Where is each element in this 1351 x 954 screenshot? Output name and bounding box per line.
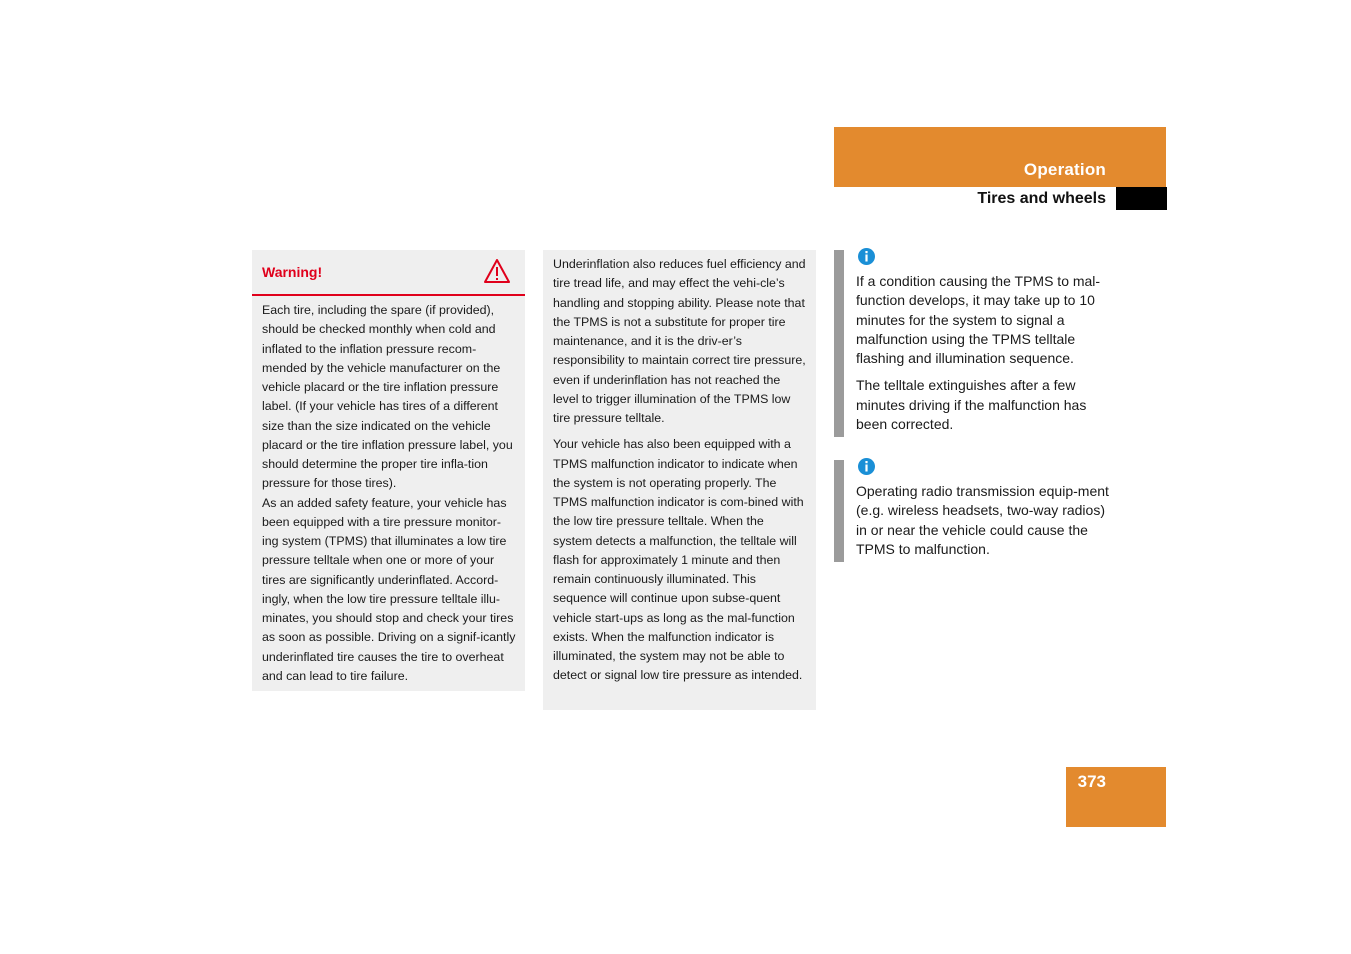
warning-box xyxy=(252,250,525,691)
info-paragraph: Your vehicle has also been equipped with a TPMS malfunction indicator to indicate when the system is not operating properly. The TPMS malfunction indicator is com-bined with the low tire pressure telltale. When the system detects a malfunction, the telltale will flash for approximately 1 minute and then remain continuously illuminated. This sequence will continue upon subse-quent vehicle start-ups as long as the mal-function exists. When the malfunction indicator is illuminated, the system may not be able to detect or signal low tire pressure as intended. xyxy=(553,437,804,683)
info-note xyxy=(834,250,1124,437)
warning-triangle-icon xyxy=(483,258,511,284)
warning-paragraph: Each tire, including the spare (if provided), should be checked monthly when cold and inflated to the inflation pressure recom-mended by the vehicle manufacturer on the vehicle placard or the tire inflation pressure label. (If your vehicle has tires of a different size than the size indicated on the vehicle placard or the tire inflation pressure label, you should determine the proper tire infla-tion pressure for those tires). xyxy=(262,303,513,491)
page-number-tab xyxy=(1066,767,1166,827)
note-text xyxy=(856,482,1116,567)
warning-text xyxy=(252,296,525,686)
note-text xyxy=(856,272,1116,442)
warning-paragraph: As an added safety feature, your vehicle has been equipped with a tire pressure monitor-ing system (TPMS) that illuminates a low tire pressure telltale when one or more of your tires are significantly underinflated. Accord-ingly, when the low tire pressure telltale illu-minates, you should stop and check your tires as soon as possible. Driving on a signif-icantly underinflated tire causes the tire to overheat and can lead to tire failure. xyxy=(262,495,516,683)
info-text xyxy=(543,250,816,686)
note-paragraph: If a condition causing the TPMS to mal-function develops, it may take up to 10 minutes for the system to signal a malfunction using the TPMS telltale flashing and illumination sequence. xyxy=(856,273,1101,366)
info-icon xyxy=(858,248,875,265)
subsection-title: Tires and wheels xyxy=(977,190,1106,207)
warning-label: Warning! xyxy=(262,264,323,280)
info-note xyxy=(834,460,1124,562)
note-paragraph: Operating radio transmission equip-ment (e.g. wireless headsets, two-way radios) in or near the vehicle could cause the TPMS to malfunction. xyxy=(856,483,1109,557)
warning-header xyxy=(252,250,525,296)
thumb-index-marker xyxy=(1116,187,1167,210)
section-header-tab xyxy=(834,127,1166,187)
note-sidebar xyxy=(834,250,844,437)
info-icon xyxy=(858,458,875,475)
note-paragraph: The telltale extinguishes after a few minutes driving if the malfunction has been corrected. xyxy=(856,377,1087,432)
section-title: Operation xyxy=(1023,160,1106,179)
info-text-box xyxy=(543,250,816,710)
page-number: 373 xyxy=(1077,772,1106,791)
info-paragraph: Underinflation also reduces fuel efficiency and tire tread life, and may effect the vehi-cle’s handling and stopping ability. Please note that the TPMS is not a substitute for proper tire maintenance, and it is the driv-er’s responsibility to maintain correct tire pressure, even if underinflation has not reached the level to trigger illumination of the TPMS low tire pressure telltale. xyxy=(553,257,806,425)
note-sidebar xyxy=(834,460,844,562)
